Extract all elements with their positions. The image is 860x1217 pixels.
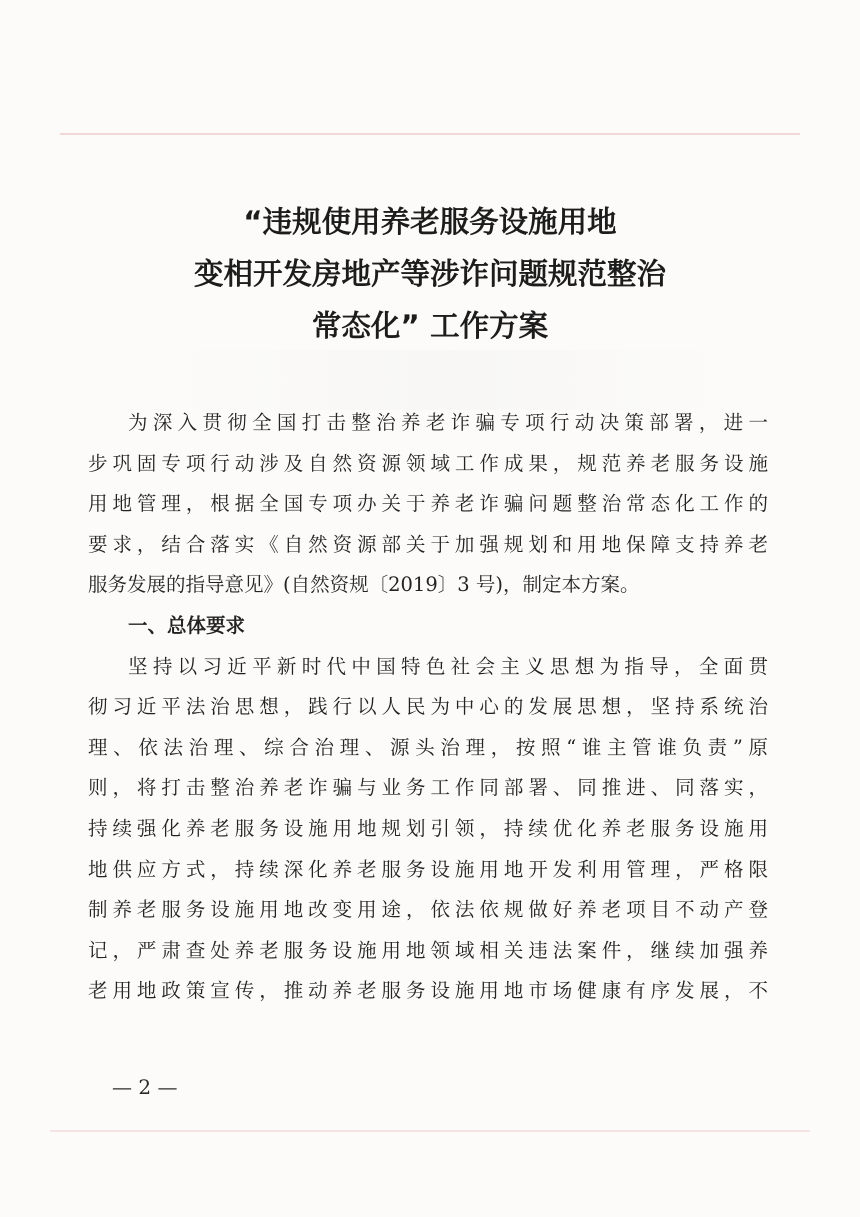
- reverse-side-shadow: [170, 350, 730, 410]
- text-line: 用地管理，根据全国专项办关于养老诈骗问题整治常态化工作的: [88, 492, 768, 516]
- masthead-rule: [60, 133, 800, 135]
- text-line: 步巩固专项行动涉及自然资源领域工作成果，规范养老服务设施: [88, 451, 768, 475]
- text-line: 持续强化养老服务设施用地规划引领，持续优化养老服务设施用: [88, 816, 768, 840]
- title-line: “违规使用养老服务设施用地: [243, 205, 617, 239]
- text-line: 要求，结合落实《自然资源部关于加强规划和用地保障支持养老: [88, 532, 768, 556]
- title-line: 变相开发房地产等涉诈问题规范整治: [193, 257, 666, 291]
- page-number: — 2 —: [112, 1075, 178, 1099]
- footer-rule-bleed-through: [50, 1130, 810, 1132]
- text-line: 坚持以习近平新时代中国特色社会主义思想为指导，全面贯: [128, 654, 768, 678]
- text-line: 老用地政策宣传，推动养老服务设施用地市场健康有序发展，不: [88, 979, 768, 1003]
- text-line: 彻习近平法治思想，践行以人民为中心的发展思想，坚持系统治: [88, 695, 768, 719]
- section-heading: 一、总体要求: [128, 613, 246, 637]
- title-line: 常态化” 工作方案: [311, 309, 549, 343]
- text-line: 理、依法治理、综合治理、源头治理，按照“谁主管谁负责”原: [88, 735, 768, 759]
- document-title: [0, 196, 860, 352]
- text-line: 记，严肃查处养老服务设施用地领域相关违法案件，继续加强养: [88, 938, 768, 962]
- document-body: [88, 403, 768, 1012]
- text-line: 为深入贯彻全国打击整治养老诈骗专项行动决策部署，进一: [128, 411, 768, 434]
- text-line: 则，将打击整治养老诈骗与业务工作同部署、同推进、同落实，: [88, 776, 768, 800]
- masthead-bleed-through: [60, 58, 800, 148]
- text-line: 制养老服务设施用地改变用途，依法依规做好养老项目不动产登: [88, 898, 768, 922]
- paragraph-general-requirements: [88, 647, 768, 1012]
- text-line: 地供应方式，持续深化养老服务设施用地开发利用管理，严格限: [88, 857, 768, 881]
- paragraph-intro: [88, 403, 768, 606]
- text-line: 服务发展的指导意见》(自然资规〔2019〕3 号)，制定本方案。: [88, 573, 640, 597]
